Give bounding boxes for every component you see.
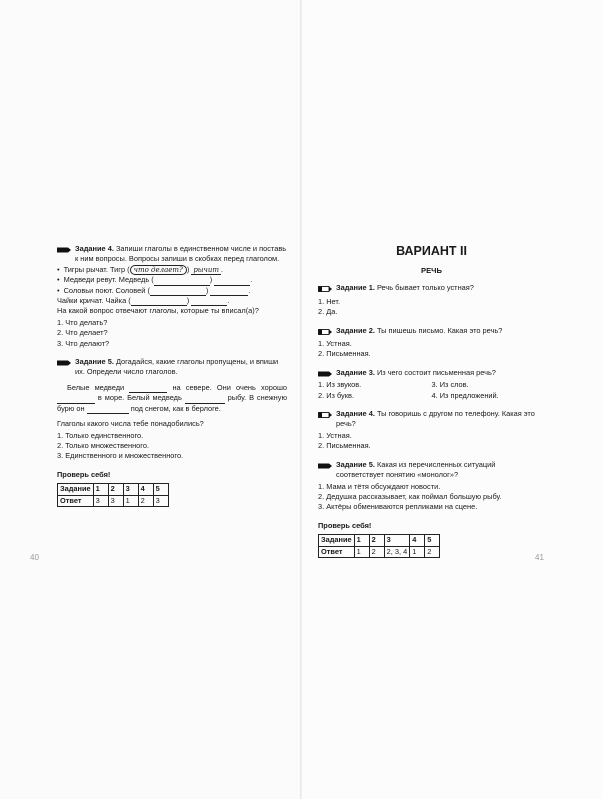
check-yourself-title: Проверь себя! (318, 520, 372, 530)
task-text: Ты пишешь письмо. Какая это речь? (376, 325, 503, 335)
option[interactable]: 4. Из предложений. (431, 390, 499, 400)
task-5-right (318, 460, 545, 481)
table-cell: Задание (58, 484, 94, 495)
table-row (319, 535, 440, 546)
handwritten-answer: рычит (193, 265, 220, 274)
option[interactable]: 2. Дедушка рассказывает, как поймал большую рыбу. (318, 491, 502, 501)
answer-blank[interactable] (191, 297, 227, 306)
table-cell: 2, 3, 4 (384, 546, 410, 557)
option[interactable]: 1. Нет. (318, 296, 341, 306)
option[interactable]: 2. Из букв. (318, 390, 354, 400)
table-row (58, 495, 169, 506)
options-list (318, 297, 545, 318)
right-column (318, 244, 545, 558)
answer-blank[interactable] (129, 384, 167, 393)
task-5-left (57, 357, 287, 378)
table-cell: 1 (354, 546, 369, 557)
table-cell: 3 (108, 495, 123, 506)
task-2-right (318, 326, 545, 338)
story-text: Белые медведи на севере. Они очень хорошо в море. Белый медведь рыбу. В снежную бурю он под снегом, как в берлоге. (57, 382, 287, 413)
section-title: РЕЧЬ (421, 266, 442, 275)
answer-blank[interactable] (131, 297, 187, 306)
table-cell: 3 (93, 495, 108, 506)
option[interactable]: 2. Да. (318, 307, 338, 317)
task-1-right (318, 283, 545, 295)
table-cell: 5 (425, 535, 440, 546)
pencil-light-icon (318, 285, 332, 295)
task-question: Глаголы какого числа тебе понадобились? (57, 419, 204, 429)
option[interactable]: 3. Из слов. (431, 380, 469, 390)
handwritten-question: что делает? (130, 265, 187, 275)
options-list (57, 431, 287, 462)
answer-blank[interactable] (185, 395, 225, 404)
table-cell: 1 (93, 484, 108, 495)
options-list (318, 339, 545, 360)
option[interactable]: 1. Из звуков. (318, 380, 362, 390)
table-cell: Ответ (58, 495, 94, 506)
task-label: Задание 5. (336, 459, 375, 469)
option[interactable]: 1. Мама и тётя обсуждают новости. (318, 481, 441, 491)
option[interactable]: 2. Что делает? (57, 328, 108, 338)
task-label: Задание 2. (336, 325, 375, 335)
page-number-left: 40 (30, 553, 39, 562)
table-cell: 2 (369, 546, 384, 557)
option[interactable]: 3. Единственного и множественного. (57, 451, 184, 461)
task-3-right (318, 368, 545, 380)
answer-blank[interactable] (150, 287, 206, 296)
option[interactable]: 1. Устная. (318, 430, 352, 440)
page-title: ВАРИАНТ II (396, 244, 467, 258)
options-list (57, 318, 287, 349)
table-cell: 2 (108, 484, 123, 495)
table-cell: 5 (153, 484, 168, 495)
table-cell: 1 (410, 546, 425, 557)
option[interactable]: 3. Актёры обмениваются репликами на сцене. (318, 502, 478, 512)
table-cell: 3 (153, 495, 168, 506)
options-grid (318, 380, 545, 401)
book-spine (300, 0, 302, 799)
task-label: Задание 4. (336, 409, 375, 419)
table-cell: 2 (425, 546, 440, 557)
option[interactable]: 1. Что делать? (57, 317, 108, 327)
answer-blank[interactable] (210, 287, 248, 296)
table-cell: 3 (123, 484, 138, 495)
table-cell: Задание (319, 535, 355, 546)
answer-blank[interactable] (57, 395, 95, 404)
pencil-dark-icon (318, 462, 332, 472)
table-cell: Ответ (319, 546, 355, 557)
task-label: Задание 5. (75, 357, 114, 367)
options-list (318, 431, 545, 452)
table-cell: 2 (369, 535, 384, 546)
task-4-right (318, 409, 545, 430)
pencil-dark-icon (57, 359, 71, 369)
task-text: Какая из перечисленных ситуаций соответствует понятию «монолог»? (336, 459, 496, 480)
option[interactable]: 1. Только единственного. (57, 430, 144, 440)
option[interactable]: 2. Только множественного. (57, 440, 149, 450)
task-text: Из чего состоит письменная речь? (376, 367, 496, 377)
table-row (319, 546, 440, 557)
verb-line-3: • Соловьи поют. Соловей ( ) . (57, 285, 251, 295)
answer-blank[interactable] (214, 277, 250, 286)
answer-blank[interactable] (154, 277, 210, 286)
task-question: На какой вопрос отвечают глаголы, которые ты вписал(а)? (57, 306, 259, 316)
answer-blank[interactable] (87, 405, 129, 414)
answer-table (57, 483, 169, 507)
task-label: Задание 3. (336, 367, 375, 377)
table-row (58, 484, 169, 495)
task-text: Догадайся, какие глаголы пропущены, и впиши их. Определи число глаголов. (75, 357, 279, 377)
option[interactable]: 2. Письменная. (318, 441, 371, 451)
table-cell: 3 (384, 535, 410, 546)
answer-table (318, 534, 440, 558)
options-list (318, 482, 545, 513)
task-label: Задание 1. (336, 283, 375, 293)
left-column (57, 244, 287, 507)
check-yourself-title: Проверь себя! (57, 469, 111, 479)
task-4-left (57, 244, 287, 265)
option[interactable]: 1. Устная. (318, 339, 352, 349)
verb-line-2: • Медведи ревут. Медведь ( ) . (57, 275, 253, 285)
table-cell: 2 (138, 495, 153, 506)
pencil-dark-icon (318, 370, 332, 380)
table-cell: 1 (123, 495, 138, 506)
task-text: Ты говоришь с другом по телефону. Какая это речь? (336, 409, 535, 429)
page-number-right: 41 (535, 553, 544, 562)
task-text: Запиши глаголы в единственном числе и поставь к ним вопросы. Вопросы запиши в скобках перед глаголом. (75, 244, 287, 264)
pencil-light-icon (318, 411, 332, 421)
verb-line-4: Чайки кричат. Чайка ( ) . (57, 296, 230, 306)
option[interactable]: 3. Что делают? (57, 338, 110, 348)
option[interactable]: 2. Письменная. (318, 349, 371, 359)
table-cell: 1 (354, 535, 369, 546)
verb-line-1: • Тигры рычат. Тигр ( что делает? ) рычит . (57, 264, 224, 274)
task-label: Задание 4. (75, 244, 114, 253)
task-text: Речь бывает только устная? (376, 283, 474, 293)
table-cell: 4 (138, 484, 153, 495)
table-cell: 4 (410, 535, 425, 546)
pencil-light-icon (318, 328, 332, 338)
pencil-dark-icon (57, 246, 71, 256)
